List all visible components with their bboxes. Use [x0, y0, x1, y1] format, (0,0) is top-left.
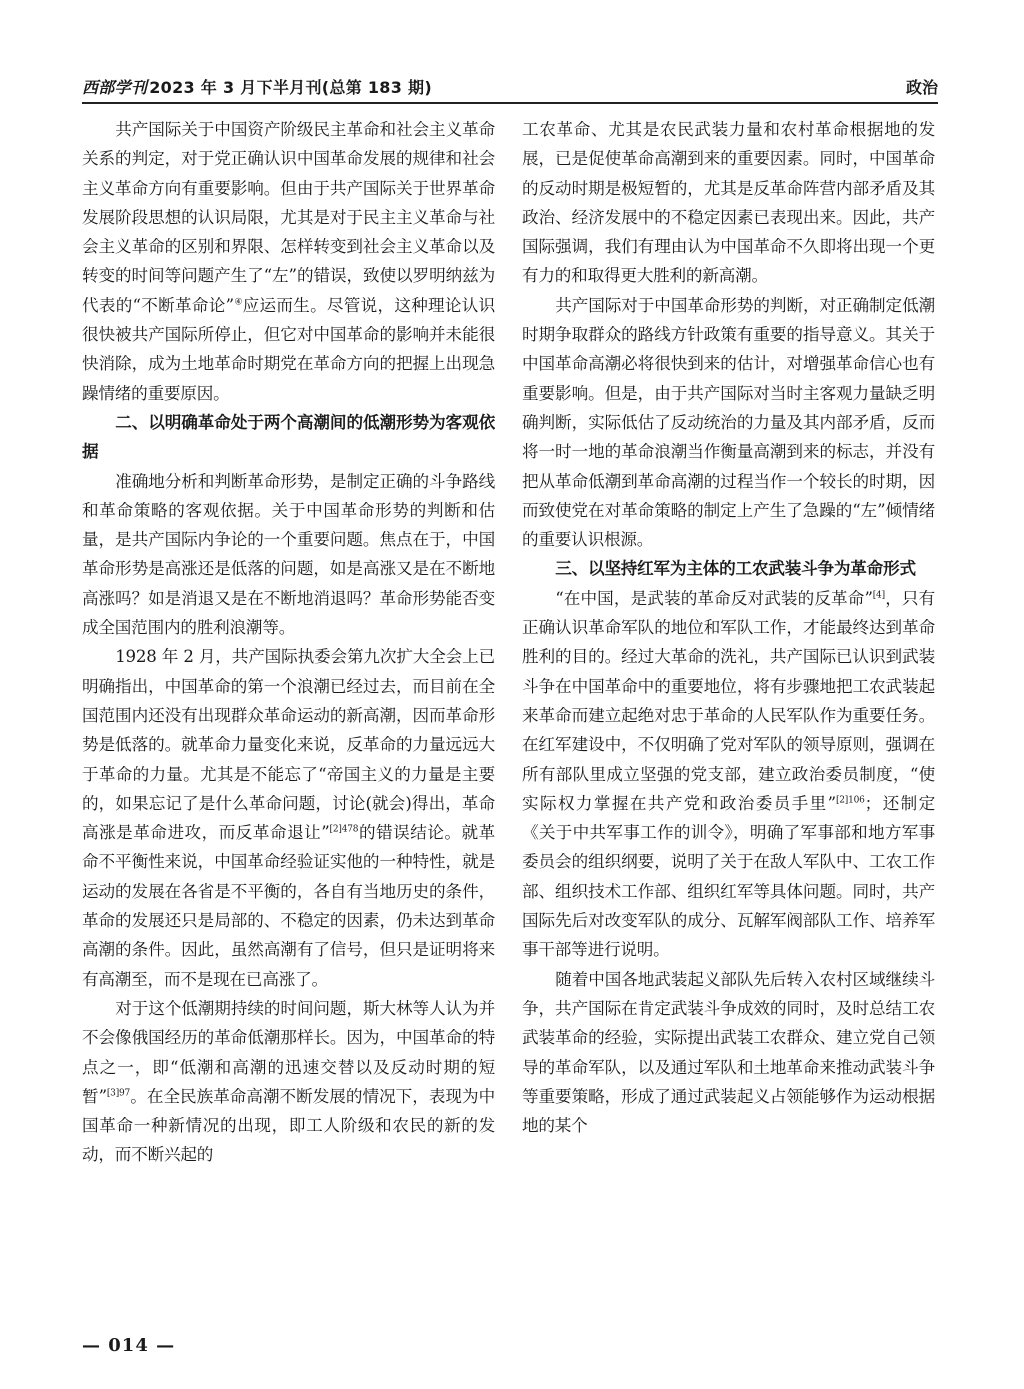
- section-label: 政治: [905, 78, 938, 97]
- journal-logo: 西部学刊: [82, 78, 148, 97]
- page-number: — 014 —: [82, 1335, 176, 1356]
- left-column: [82, 115, 495, 1315]
- paragraph: 对于这个低潮期持续的时间问题，斯大林等人认为并不会像俄国经历的革命低潮那样长。因为，中国革命的特点之一，即“低潮和高潮的迅速交替以及反动时期的短暂”$^{[3]97}$。在全民族革命高潮不断发展的情况下，表现为中国革命一种新情况的出现，即工人阶级和农民的新的发动，而不断兴起的: [82, 998, 495, 1165]
- right-column: [522, 115, 935, 1315]
- running-header: [82, 72, 938, 104]
- header-journal: [82, 75, 432, 98]
- section-heading: 二、以明确革命处于两个高潮间的低潮形势为客观依据: [82, 412, 495, 462]
- paragraph: 准确地分析和判断革命形势，是制定正确的斗争路线和革命策略的客观依据。关于中国革命形势的判断和估量，是共产国际内争论的一个重要问题。焦点在于，中国革命形势是高涨还是低落的问题，如是高涨又是在不断地高涨吗？如是消退又是在不断地消退吗？革命形势能否变成全国范围内的胜利浪潮等。: [82, 471, 495, 638]
- section-heading: 三、以坚持红军为主体的工农武装斗争为革命形式: [555, 559, 916, 579]
- paragraph: 随着中国各地武装起义部队先后转入农村区域继续斗争，共产国际在肯定武装斗争成效的同时，及时总结工农武装革命的经验，实际提出武装工农群众、建立党自己领导的革命军队，以及通过军队和土地革命来推动武装斗争等重要策略，形成了通过武装起义占领能够作为运动根据地的某个: [522, 969, 935, 1136]
- paragraph: 共产国际对于中国革命形势的判断，对正确制定低潮时期争取群众的路线方针政策有重要的指导意义。其关于中国革命高潮必将很快到来的估计，对增强革命信心也有重要影响。但是，由于共产国际对当时主客观力量缺乏明确判断，实际低估了反动统治的力量及其内部矛盾，反而将一时一地的革命浪潮当作衡量高潮到来的标志，并没有把从革命低潮到革命高潮的过程当作一个较长的时期，因而致使党在对革命策略的制定上产生了急躁的“左”倾情绪的重要认识根源。: [522, 295, 935, 550]
- paragraph: 1928 年 2 月，共产国际执委会第九次扩大全会上已明确指出，中国革命的第一个浪潮已经过去，而目前在全国范围内还没有出现群众革命运动的新高潮，因而革命形势是低落的。就革命力量变化来说，反革命的力量远远大于革命的力量。尤其是不能忘了“帝国主义的力量是主要的，如果忘记了是什么革命问题，讨论(就会)得出，革命高涨是革命进攻，而反革命退让”$^{[2]478}$的错误结论。就革命不平衡性来说，中国革命经验证实他的一种特性，就是运动的发展在各省是不平衡的，各自有当地历史的条件，革命的发展还只是局部的、不稳定的因素，仍未达到革命高潮的条件。因此，虽然高潮有了信号，但只是证明将来有高潮至，而不是现在已高涨了。: [82, 647, 495, 989]
- paragraph-continued: 工农革命、尤其是农民武装力量和农村革命根据地的发展，已是促使革命高潮到来的重要因素。同时，中国革命的反动时期是极短暂的，尤其是反革命阵营内部矛盾及其政治、经济发展中的不稳定因素已表现出来。因此，共产国际强调，我们有理由认为中国革命不久即将出现一个更有力的和取得更大胜利的新高潮。: [522, 120, 935, 286]
- paragraph: “在中国，是武装的革命反对武装的反革命”[4]，只有正确认识革命军队的地位和军队工作，才能最终达到革命胜利的目的。经过大革命的洗礼，共产国际已认识到武装斗争在中国革命中的重要地位，将有步骤地把工农武装起来革命而建立起绝对忠于革命的人民军队作为重要任务。在红军建设中，不仅明确了党对军队的领导原则，强调在所有部队里成立坚强的党支部，建立政治委员制度，“使实际权力掌握在共产党和政治委员手里”$^{[2]106}$；还制定《关于中共军事工作的训令》，明确了军事部和地方军事委员会的组织纲要，说明了关于在敌人军队中、工农工作部、组织技术工作部、组织红军等具体问题。同时，共产国际先后对改变军队的成分、瓦解军阀部队工作、培养军事干部等进行说明。: [522, 588, 935, 960]
- issue-info: 2023 年 3 月下半月刊(总第 183 期): [149, 78, 432, 97]
- paragraph: 共产国际关于中国资产阶级民主革命和社会主义革命关系的判定，对于党正确认识中国革命发展的规律和社会主义革命方向有重要影响。但由于共产国际关于世界革命发展阶段思想的认识局限，尤其是对于民主主义革命与社会主义革命的区别和界限、怎样转变到社会主义革命以及转变的时间等问题产生了“左”的错误，致使以罗明纳兹为代表的“不断革命论”④应运而生。尽管说，这种理论认识很快被共产国际所停止，但它对中国革命的影响并未能很快消除，成为土地革命时期党在革命方向的把握上出现急躁情绪的重要原因。: [82, 120, 495, 403]
